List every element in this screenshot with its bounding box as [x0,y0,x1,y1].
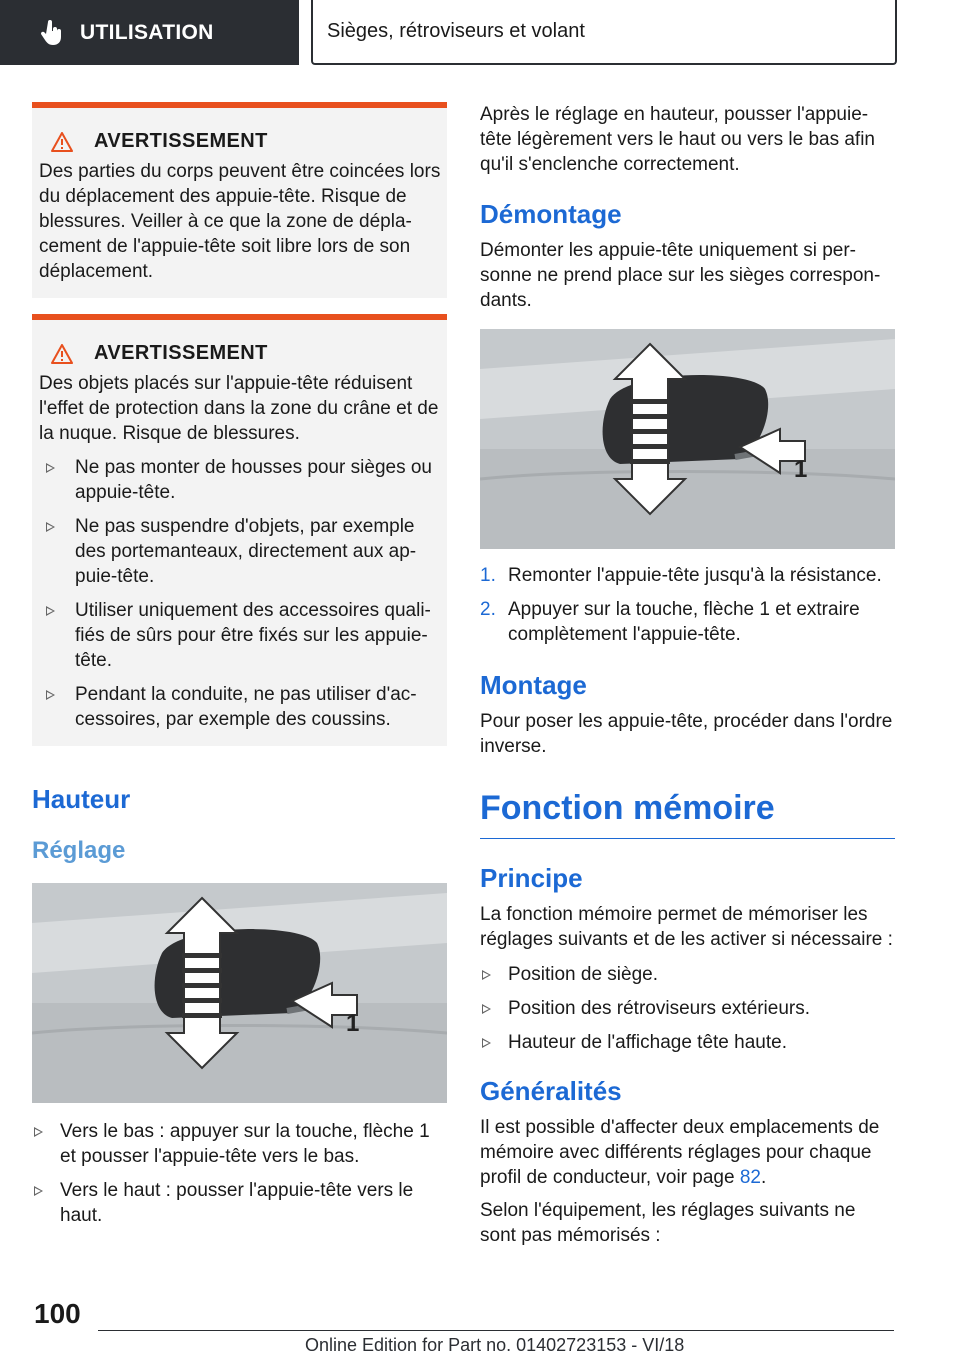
left-column [32,102,447,1237]
warning-text: Des objets placés sur l'appuie-tête réduisent l'effet de protection dans la zone du crâne et de la nuque. Risque de blessures. [39,373,439,444]
subsection-title-reglage: Réglage [32,837,126,864]
headrest-figure [32,883,447,1103]
triangle-bullet-icon [46,522,55,532]
footer-edition: Online Edition for Part no. 01402723153 - VI/18 [305,1335,685,1355]
list-item: Position de siège. [480,962,895,987]
list-item: Pendant la conduite, ne pas utiliser d'ac-cessoires, par exemple des coussins. [39,682,441,732]
hand-pointer-icon [40,20,64,46]
list-item: Ne pas suspendre d'objets, par exemple des portemanteaux, directement aux ap-puie-tête. [39,514,441,589]
list-item: Hauteur de l'affichage tête haute. [480,1030,895,1055]
triangle-bullet-icon [34,1127,43,1137]
warning-box-1 [32,102,447,298]
header-chapter-title: Sièges, rétroviseurs et volant [327,20,585,42]
header-section-title: UTILISATION [80,20,214,44]
warning-box-2 [32,314,447,746]
list-item: Utiliser uniquement des accessoires quali-fiés de sûrs pour être fixés sur les appuie-tête. [39,598,441,673]
list-item: Ne pas monter de housses pour sièges ou appuie-tête. [39,455,441,505]
chapter-title-fonction-memoire: Fonction mémoire [480,789,895,839]
warning-list [39,455,441,732]
section-title-demontage: Démontage [480,199,622,229]
hauteur-list [32,1119,447,1228]
footer-divider [98,1330,894,1331]
montage-text: Pour poser les appuie-tête, procéder dans l'ordre inverse. [480,711,893,757]
warning-text: Des parties du corps peuvent être coincées lors du déplacement des appuie-tête. Risque de blessures. Veiller à ce que la zone de dépla-cement de l'appuie-tête soit libre lors de son déplacement. [39,161,441,282]
figure-label: 1 [346,1010,360,1037]
section-title-principe: Principe [480,863,583,893]
section-title-montage: Montage [480,670,587,700]
principe-text: La fonction mémoire permet de mémoriser les réglages suivants et de les activer si nécessaire : [480,904,893,950]
page-number: 100 [34,1298,81,1329]
section-title-hauteur: Hauteur [32,784,131,814]
principe-list [480,962,895,1055]
demontage-steps [480,563,895,647]
warning-triangle-icon [51,132,73,152]
triangle-bullet-icon [46,606,55,616]
headrest-illustration [32,883,447,1103]
section-title-generalites: Généralités [480,1076,622,1106]
list-item: 2. Appuyer sur la touche, flèche 1 et extraire complètement l'appuie-tête. [480,599,860,645]
warning-title: AVERTISSEMENT [94,342,268,364]
page-link[interactable]: 82 [739,1167,761,1188]
list-item: Position des rétroviseurs extérieurs. [480,996,895,1021]
warning-triangle-icon [51,344,73,364]
triangle-bullet-icon [482,970,491,980]
generalites-text: Il est possible d'affecter deux emplacements de mémoire avec différents réglages pour chaque profil de conducteur, voir page 82. [480,1117,880,1188]
triangle-bullet-icon [46,690,55,700]
list-item: Vers le bas : appuyer sur la touche, flèche 1 et pousser l'appuie-tête vers le bas. [32,1119,447,1169]
headrest-removal-illustration [480,329,895,549]
list-item: 1. Remonter l'appuie-tête jusqu'à la résistance. [480,565,882,586]
header-section-tab [0,0,299,65]
list-item: Vers le haut : pousser l'appuie-tête vers le haut. [32,1178,447,1228]
right-column [480,102,895,1248]
figure-label: 1 [794,456,808,483]
intro-text: Après le réglage en hauteur, pousser l'appuie-tête légèrement vers le haut ou vers le bas afin qu'il s'enclenche correctement. [480,104,876,175]
triangle-bullet-icon [34,1186,43,1196]
triangle-bullet-icon [46,463,55,473]
headrest-removal-figure [480,329,895,549]
demontage-text: Démonter les appuie-tête uniquement si per-sonne ne prend place sur les sièges correspon-dants. [480,240,881,311]
header-chapter-box [311,0,897,65]
warning-title: AVERTISSEMENT [94,130,268,152]
triangle-bullet-icon [482,1038,491,1048]
triangle-bullet-icon [482,1004,491,1014]
generalites-text-2: Selon l'équipement, les réglages suivants ne sont pas mémorisés : [480,1200,856,1246]
